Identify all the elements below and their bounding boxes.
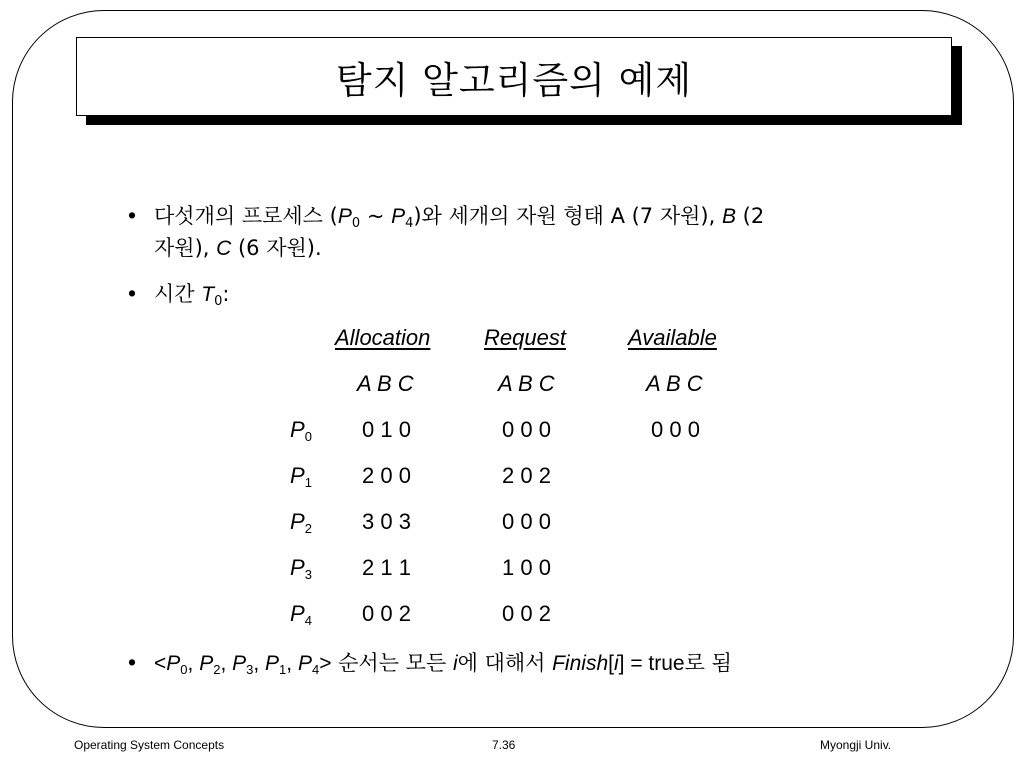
text: < [154, 652, 167, 675]
subscript: 4 [304, 613, 312, 628]
index-var: i [452, 652, 458, 675]
footer-left: Operating System Concepts [74, 738, 225, 752]
header-request: Request [484, 325, 566, 350]
process-var: P [166, 652, 181, 675]
available-value: 0 0 0 [651, 417, 700, 442]
bullet-2 [154, 278, 229, 311]
allocation-value: 2 1 1 [362, 555, 411, 580]
subheader-allocation: A B C [357, 371, 414, 396]
index-var: i [613, 652, 619, 675]
allocation-value: 0 1 0 [362, 417, 411, 442]
subscript: 3 [304, 567, 312, 582]
text: (2 [735, 204, 765, 228]
bullet-1-line-2 [154, 232, 322, 265]
bullet-icon: • [128, 280, 137, 306]
subscript: 3 [246, 662, 254, 677]
process-var: P [337, 205, 352, 228]
process-var: P [391, 205, 406, 228]
text: (6 자원). [231, 236, 322, 260]
subheader-available: A B C [646, 371, 703, 396]
bullet-1-line-1 [154, 200, 764, 233]
title-box [76, 37, 952, 116]
footer-page-number: 7.36 [492, 738, 516, 752]
subscript: 0 [180, 662, 188, 677]
subscript: 1 [279, 662, 287, 677]
text: > [319, 652, 332, 675]
subscript: 4 [311, 662, 320, 677]
allocation-value: 2 0 0 [362, 463, 411, 488]
process-label [290, 555, 312, 581]
text: 로 됨 [684, 651, 732, 675]
process-var: P [290, 601, 305, 626]
slide-title: 탐지 알고리즘의 예제 [335, 58, 693, 102]
process-label [290, 509, 312, 535]
subscript: 0 [304, 429, 312, 444]
footer-right: Myongji Univ. [820, 738, 892, 752]
text: , [253, 652, 266, 675]
text: [ [608, 652, 614, 675]
resource-var: B [721, 205, 736, 228]
bullet-3 [154, 647, 732, 680]
text: 다섯개의 프로세스 ( [154, 204, 338, 228]
subscript: 2 [213, 662, 221, 677]
text: : [222, 282, 230, 306]
subscript: 4 [405, 216, 414, 231]
text: 자원), [154, 236, 217, 260]
process-var: P [290, 509, 305, 534]
request-value: 2 0 2 [502, 463, 551, 488]
text: , [220, 652, 233, 675]
subscript: 2 [304, 521, 312, 536]
subscript: 1 [304, 475, 312, 490]
subscript: 0 [351, 216, 361, 231]
text: )와 세개의 자원 형태 A (7 자원), [413, 204, 722, 228]
process-var: P [290, 555, 305, 580]
resource-var: C [216, 237, 232, 260]
process-label [290, 463, 312, 489]
text: 시간 [154, 282, 202, 306]
request-value: 1 0 0 [502, 555, 551, 580]
header-allocation: Allocation [335, 325, 431, 350]
process-var: P [232, 652, 247, 675]
time-var: T [201, 283, 215, 306]
finish-var: Finish [552, 652, 609, 675]
text: ~ [360, 204, 392, 228]
subheader-request: A B C [498, 371, 555, 396]
process-var: P [297, 652, 312, 675]
process-var: P [265, 652, 280, 675]
process-label [290, 417, 312, 443]
allocation-value: 3 0 3 [362, 509, 411, 534]
request-value: 0 0 0 [502, 417, 551, 442]
bullet-icon: • [128, 202, 137, 228]
process-label [290, 601, 312, 627]
text: 에 대해서 [457, 651, 553, 675]
text: , [286, 652, 298, 675]
process-var: P [290, 463, 305, 488]
text: 순서는 모든 [331, 651, 453, 675]
subscript: 0 [214, 294, 223, 309]
bullet-icon: • [128, 649, 137, 675]
process-var: P [290, 417, 305, 442]
request-value: 0 0 0 [502, 509, 551, 534]
text: ] = true [618, 652, 685, 675]
header-available: Available [628, 325, 717, 350]
request-value: 0 0 2 [502, 601, 551, 626]
process-var: P [199, 652, 214, 675]
allocation-value: 0 0 2 [362, 601, 411, 626]
text: , [187, 652, 200, 675]
